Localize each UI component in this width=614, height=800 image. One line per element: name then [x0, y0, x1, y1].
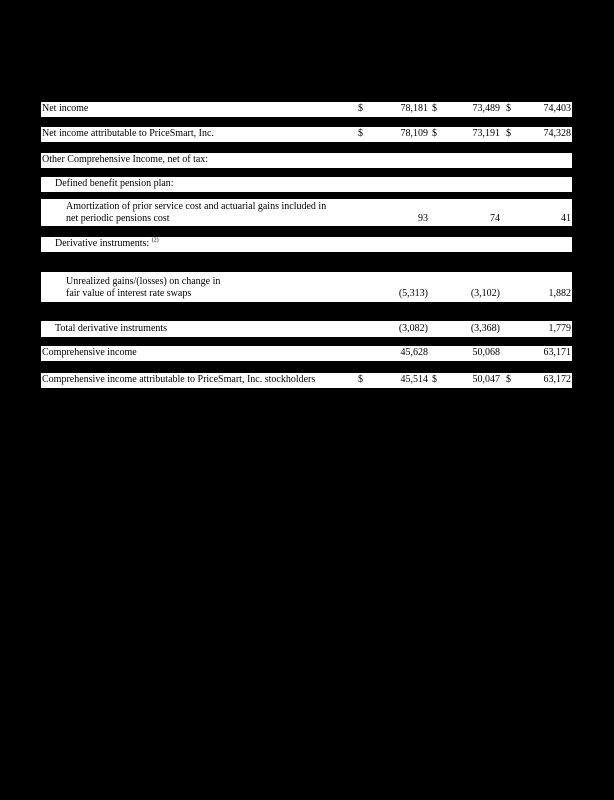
row-net-income — [41, 102, 572, 117]
value-col-3: 41 — [561, 213, 571, 224]
currency-symbol: $ — [358, 374, 363, 385]
section-heading: Other Comprehensive Income, net of tax: — [42, 154, 209, 165]
value-col-2: 73,489 — [472, 103, 500, 114]
row-label: Comprehensive income — [42, 347, 137, 358]
value-col-3: 63,171 — [543, 347, 571, 358]
currency-symbol: $ — [358, 103, 363, 114]
value-col-2: 74 — [490, 213, 500, 224]
row-comprehensive-income — [41, 346, 572, 361]
row-total-derivative — [41, 321, 572, 337]
currency-symbol: $ — [432, 374, 437, 385]
row-pension-header — [41, 177, 572, 192]
row-label-line-1: Unrealized gains/(losses) on change in — [66, 276, 221, 287]
row-label: Net income — [42, 103, 89, 114]
row-unrealized — [41, 272, 572, 302]
value-col-3: 1,882 — [548, 288, 571, 299]
row-comprehensive-income-attributable — [41, 373, 572, 388]
value-col-2: 50,068 — [472, 347, 500, 358]
row-label: Comprehensive income attributable to PriceSmart, Inc. stockholders — [42, 374, 316, 385]
value-col-2: 73,191 — [472, 128, 500, 139]
value-col-2: 50,047 — [472, 374, 500, 385]
row-label: Net income attributable to PriceSmart, Inc. — [42, 128, 214, 139]
footnote-marker: (2) — [151, 237, 159, 244]
subsection-heading — [55, 238, 159, 250]
subsection-heading: Defined benefit pension plan: — [55, 178, 174, 189]
value-col-1: (3,082) — [398, 323, 428, 334]
currency-symbol: $ — [432, 128, 437, 139]
value-col-3: 63,172 — [543, 374, 571, 385]
row-label-line-1: Amortization of prior service cost and actuarial gains included in — [66, 201, 327, 212]
row-amortization — [41, 199, 572, 226]
row-label-line-2: fair value of interest rate swaps — [66, 288, 192, 299]
value-col-1: 78,109 — [400, 128, 428, 139]
currency-symbol: $ — [358, 128, 363, 139]
currency-symbol: $ — [506, 374, 511, 385]
derivative-heading-text: Derivative instruments: — [55, 238, 150, 249]
row-oci-header — [41, 153, 572, 168]
currency-symbol: $ — [432, 103, 437, 114]
value-col-2: (3,368) — [470, 323, 500, 334]
value-col-1: 45,514 — [400, 374, 428, 385]
row-label: Total derivative instruments — [55, 323, 168, 334]
value-col-2: (3,102) — [470, 288, 500, 299]
value-col-1: (5,313) — [398, 288, 428, 299]
currency-symbol: $ — [506, 103, 511, 114]
currency-symbol: $ — [506, 128, 511, 139]
value-col-1: 93 — [418, 213, 428, 224]
row-label-line-2: net periodic pensions cost — [66, 213, 170, 224]
value-col-3: 74,403 — [543, 103, 571, 114]
value-col-3: 74,328 — [543, 128, 571, 139]
row-derivative-header — [41, 237, 572, 252]
value-col-3: 1,779 — [548, 323, 571, 334]
value-col-1: 78,181 — [400, 103, 428, 114]
value-col-1: 45,628 — [400, 347, 428, 358]
row-net-income-attributable — [41, 127, 572, 142]
